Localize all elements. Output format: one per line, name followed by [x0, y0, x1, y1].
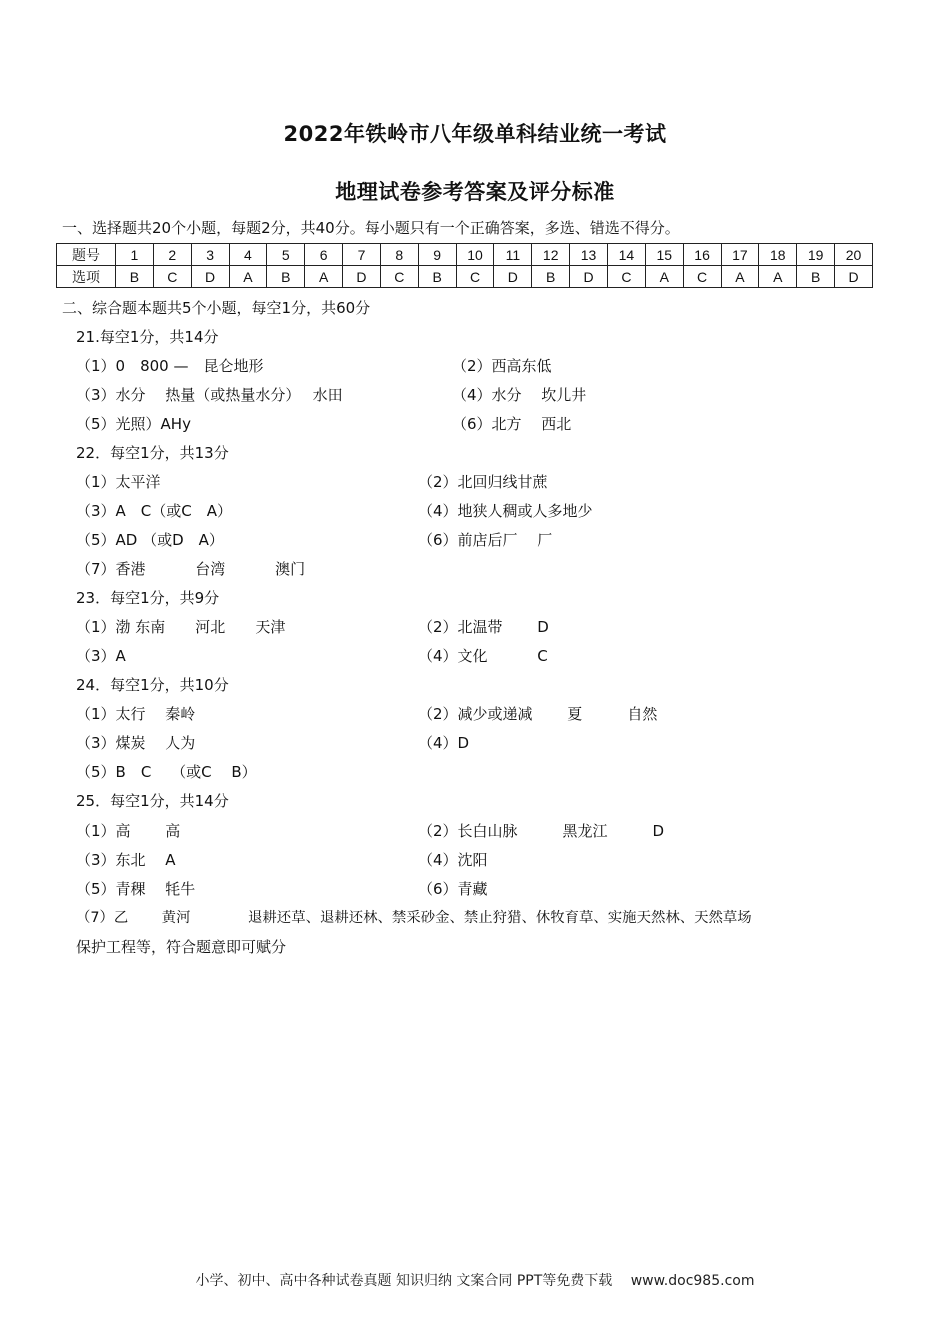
table-cell: 6 [305, 244, 343, 266]
q25-answer-7: （7）乙 黄河 退耕还草、退耕还林、禁采砂金、禁止狩猎、休牧育草、实施天然林、天然草场 [76, 910, 752, 926]
q22-answer-4: （4）地狭人稠或人多地少 [418, 502, 593, 520]
table-cell: 17 [721, 244, 759, 266]
q23-heading: 23．每空1分，共9分 [76, 589, 220, 607]
table-cell: A [645, 266, 683, 288]
q25-answer-4: （4）沈阳 [418, 851, 488, 869]
section2-heading: 二、综合题本题共5个小题，每空1分，共60分 [62, 299, 371, 317]
table-cell: C [456, 266, 494, 288]
q23-answer-4: （4）文化 C [418, 647, 548, 665]
section1-heading: 一、选择题共20个小题，每题2分，共40分。每小题只有一个正确答案，多选、错选不得分。 [62, 219, 680, 237]
q22-answer-5: （5）AD （或D A） [76, 531, 224, 549]
footer-text: 小学、初中、高中各种试卷真题 知识归纳 文案合同 PPT等免费下载 www.doc985.com [195, 1273, 755, 1289]
table-cell: B [532, 266, 570, 288]
q24-answer-3: （3）煤炭 人为 [76, 734, 196, 752]
table-cell: 15 [645, 244, 683, 266]
table-cell: C [683, 266, 721, 288]
q21-answer-4: （4）水分 坎儿井 [452, 386, 587, 404]
q24-answer-5: （5）B C （或C B） [76, 763, 257, 781]
answer-table [56, 243, 873, 288]
table-cell: 10 [456, 244, 494, 266]
q25-answer-2: （2）长白山脉 黑龙江 D [418, 822, 665, 840]
q23-answer-2: （2）北温带 D [418, 618, 549, 636]
table-cell: D [494, 266, 532, 288]
table-cell: B [116, 266, 154, 288]
row-label-number: 题号 [57, 244, 116, 266]
table-cell: A [229, 266, 267, 288]
q22-heading: 22．每空1分，共13分 [76, 444, 229, 462]
q24-answer-4: （4）D [418, 734, 470, 752]
table-cell: A [721, 266, 759, 288]
table-cell: 1 [116, 244, 154, 266]
table-cell: 5 [267, 244, 305, 266]
table-cell: A [305, 266, 343, 288]
q22-answer-7: （7）香港 台湾 澳门 [76, 560, 306, 578]
table-cell: C [380, 266, 418, 288]
table-cell: B [797, 266, 835, 288]
q25-answer-1: （1）高 高 [76, 822, 181, 840]
q25-answer-7-continued: 保护工程等，符合题意即可赋分 [76, 938, 287, 956]
table-cell: 18 [759, 244, 797, 266]
table-cell: D [570, 266, 608, 288]
table-cell: 9 [418, 244, 456, 266]
q24-answer-1: （1）太行 秦岭 [76, 705, 196, 723]
table-cell: 2 [153, 244, 191, 266]
q21-answer-5: （5）光照）AHy [76, 415, 191, 433]
q22-answer-1: （1）太平洋 [76, 473, 161, 491]
q23-answer-3: （3）A [76, 647, 126, 665]
table-cell: 16 [683, 244, 721, 266]
table-cell: C [153, 266, 191, 288]
answer-table-number-row [57, 244, 873, 266]
q21-answer-1: （1）0 800 — 昆仑地形 [76, 357, 264, 375]
q21-heading: 21.每空1分，共14分 [76, 328, 219, 346]
table-cell: A [759, 266, 797, 288]
q22-answer-3: （3）A C（或C A） [76, 502, 233, 520]
table-cell: D [191, 266, 229, 288]
table-cell: 19 [797, 244, 835, 266]
q22-answer-2: （2）北回归线甘蔗 [418, 473, 548, 491]
exam-title: 2022年铁岭市八年级单科结业统一考试 [283, 122, 667, 146]
q21-answer-3: （3）水分 热量（或热量水分） 水田 [76, 386, 343, 404]
table-cell: B [267, 266, 305, 288]
q21-answer-6: （6）北方 西北 [452, 415, 572, 433]
table-cell: C [607, 266, 645, 288]
q24-heading: 24．每空1分，共10分 [76, 676, 229, 694]
q23-answer-1: （1）渤 东南 河北 天津 [76, 618, 286, 636]
answer-table-option-row [57, 266, 873, 288]
table-cell: 3 [191, 244, 229, 266]
table-cell: 13 [570, 244, 608, 266]
table-cell: 4 [229, 244, 267, 266]
q25-answer-5: （5）青稞 牦牛 [76, 880, 196, 898]
table-cell: 8 [380, 244, 418, 266]
row-label-option: 选项 [57, 266, 116, 288]
q24-answer-2: （2）减少或递减 夏 自然 [418, 705, 658, 723]
q21-answer-2: （2）西高东低 [452, 357, 552, 375]
q25-answer-6: （6）青藏 [418, 880, 488, 898]
table-cell: D [835, 266, 873, 288]
table-cell: 11 [494, 244, 532, 266]
answer-key-title: 地理试卷参考答案及评分标准 [335, 180, 615, 204]
table-cell: 14 [607, 244, 645, 266]
table-cell: D [343, 266, 381, 288]
table-cell: B [418, 266, 456, 288]
q25-heading: 25．每空1分，共14分 [76, 792, 229, 810]
q25-answer-3: （3）东北 A [76, 851, 176, 869]
table-cell: 12 [532, 244, 570, 266]
q22-answer-6: （6）前店后厂 厂 [418, 531, 553, 549]
table-cell: 7 [343, 244, 381, 266]
table-cell: 20 [835, 244, 873, 266]
